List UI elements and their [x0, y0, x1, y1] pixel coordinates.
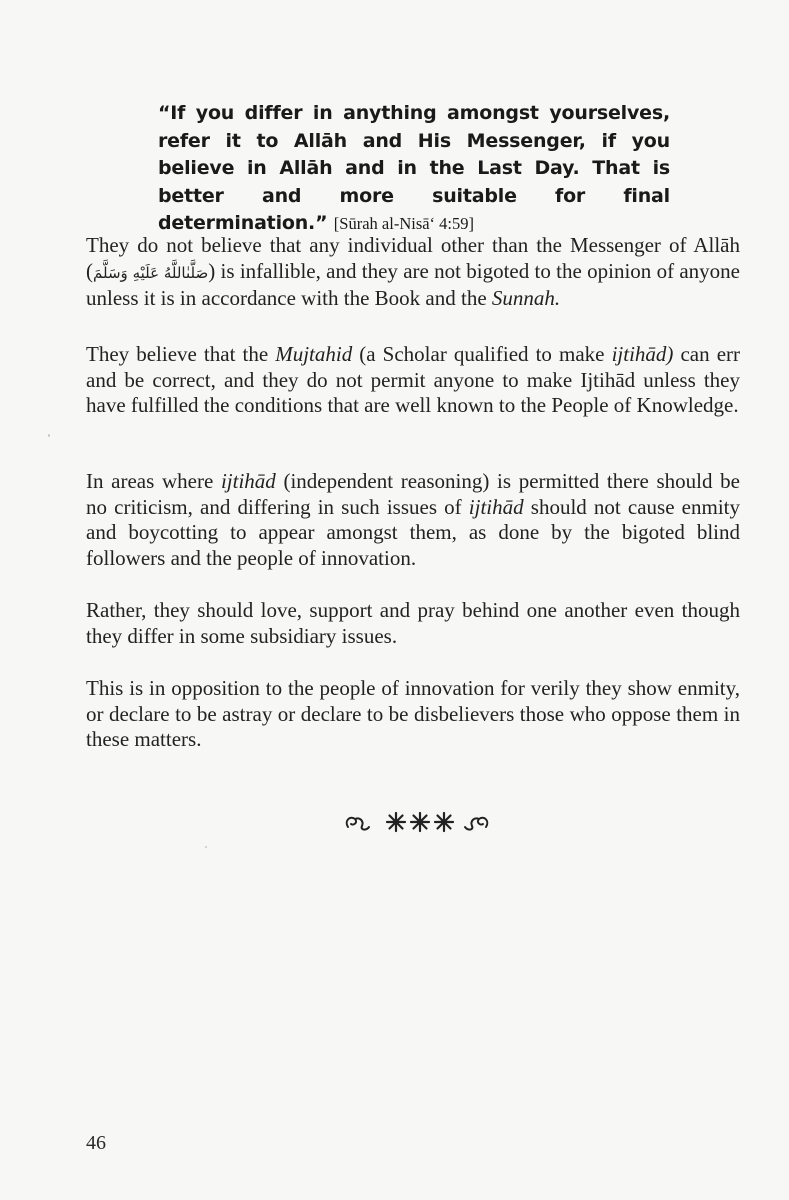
floral-divider-icon [342, 807, 492, 837]
paragraph-love-support [86, 598, 740, 649]
paragraph-text: can err and be correct, and they do not permit anyone to make Ijtihād unless they have fulfilled the conditions that are well known to the People of Knowledge. [86, 342, 740, 417]
quote-text: “If you differ in anything amongst yourselves, refer it to Allāh and His Messenger, if you believe in Allāh and in the Last Day. That is better and more suitable for final determination.” [158, 102, 670, 234]
floral-divider-svg [342, 807, 492, 837]
paragraph-text: They believe that the [86, 342, 276, 366]
paragraph-text: (a Scholar qualified to make [352, 342, 612, 366]
italic-term-ijtihad: ijtihād) [611, 342, 674, 366]
scan-speck [205, 846, 207, 848]
paragraph-infallibility [86, 233, 740, 312]
paragraph-text: (independent reasoning) is permitted there should be no criticism, and differing in such issues of [86, 469, 740, 519]
italic-term-ijtihad: ijtihād [468, 494, 524, 519]
paragraph-text: should not cause enmity and boycotting to appear amongst them, as done by the bigoted blind followers and the people of innovation. [86, 494, 740, 570]
paragraph-text: This is in opposition to the people of innovation for verily they show enmity, or declare to be astray or declare to be disbelievers those who oppose them in these matters. [86, 676, 740, 751]
paragraph-text: They do not believe that any individual other than the Messenger of Allāh ( [86, 233, 740, 283]
paragraph-text: In areas where [86, 469, 221, 493]
scan-speck [48, 434, 50, 437]
quran-quote [158, 100, 670, 238]
quote-reference: [Sūrah al-Nisā‘ 4:59] [333, 214, 475, 233]
salutation-honorific: صَلَّىٰاللَّهُ عَلَيْهِ وَسَلَّمَ [93, 263, 209, 282]
paragraph-text: ) is infallible, and they are not bigoted to the opinion of anyone unless it is in accordance with the Book and the [86, 258, 740, 310]
paragraph-text: Rather, they should love, support and pray behind one another even though they differ in some subsidiary issues. [86, 598, 740, 648]
paragraph-opposition [86, 676, 740, 753]
page-number: 46 [86, 1132, 106, 1154]
paragraph-ijtihad-areas [86, 469, 740, 571]
italic-term-ijtihad: ijtihād [220, 469, 276, 493]
paragraph-mujtahid [86, 342, 740, 419]
italic-term-sunnah: Sunnah. [491, 286, 561, 310]
italic-term-mujtahid: Mujtahid [275, 342, 353, 366]
